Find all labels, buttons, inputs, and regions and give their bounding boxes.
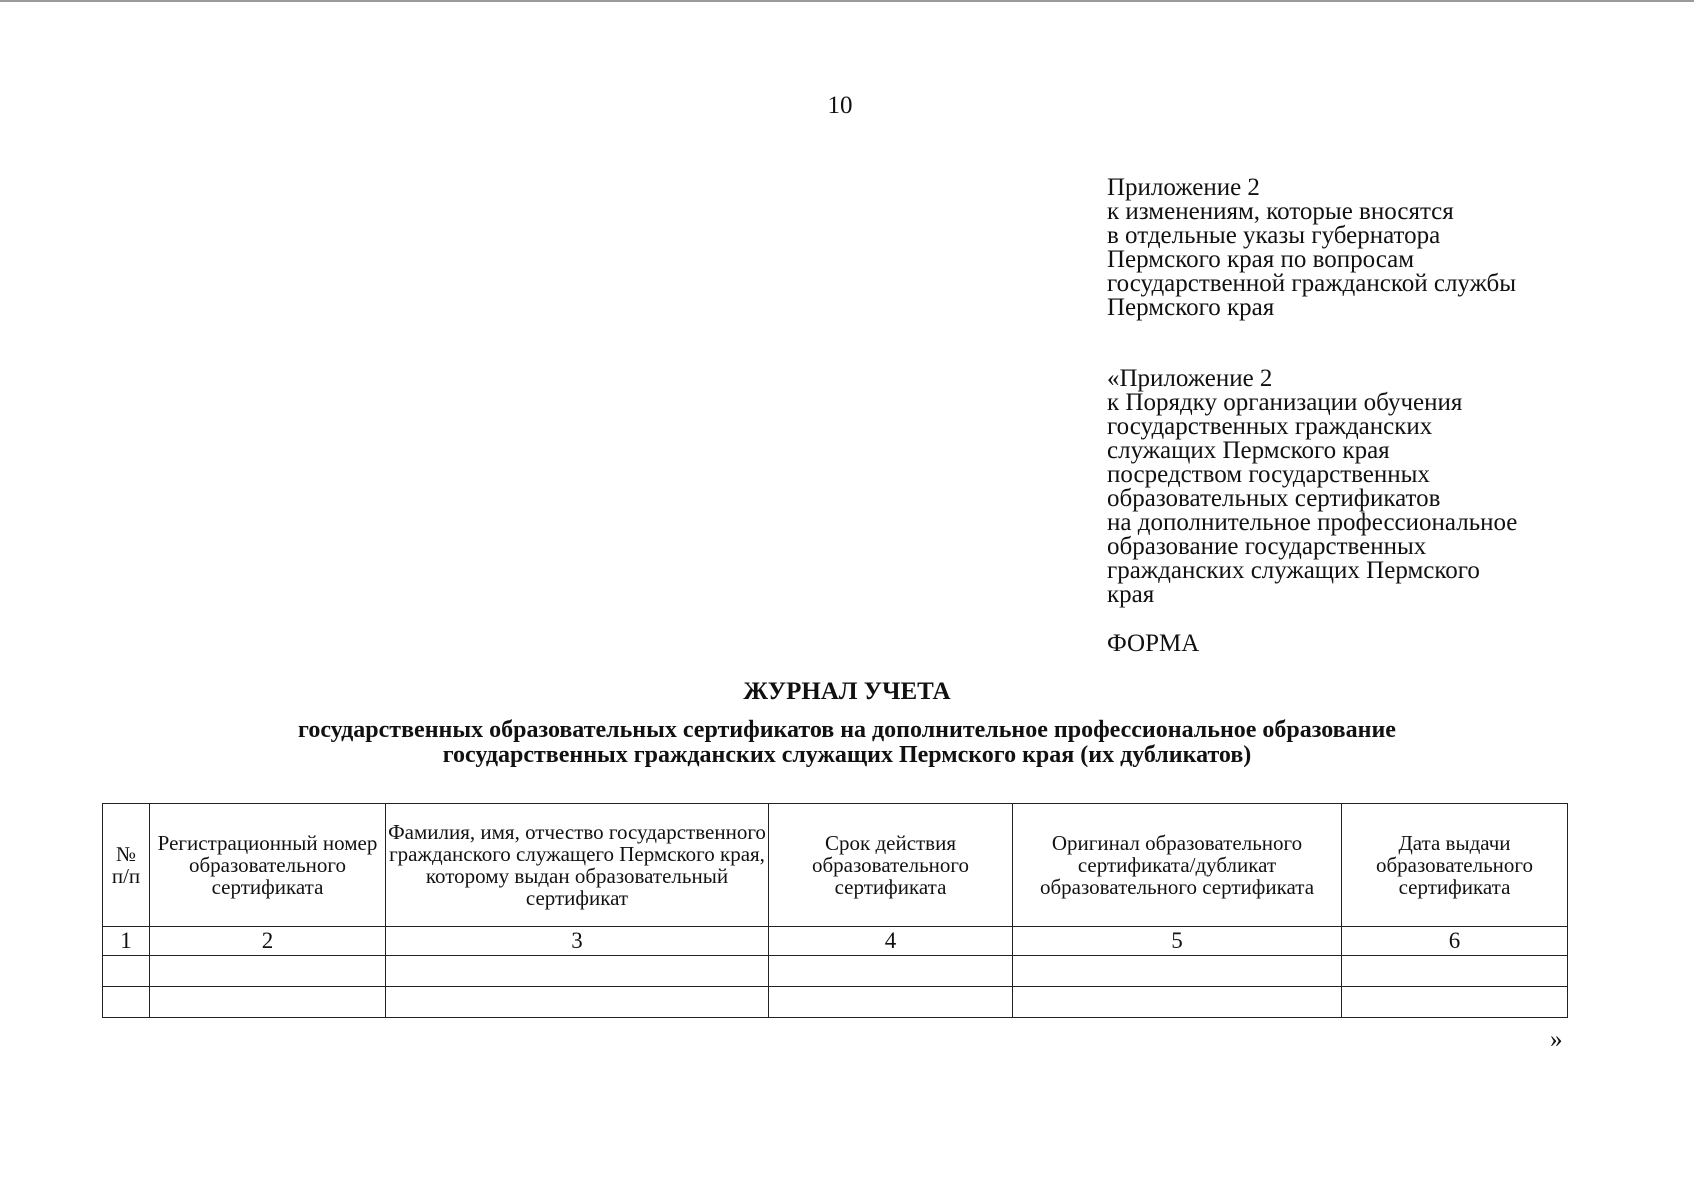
- appendix-inner-line: края: [1107, 581, 1155, 608]
- table-cell: [1013, 987, 1342, 1018]
- table-header-row: [103, 804, 1568, 927]
- table-row: [103, 987, 1568, 1018]
- table-cell: [150, 987, 386, 1018]
- appendix-inner-line: посредством государственных: [1107, 461, 1430, 488]
- column-number: 4: [769, 927, 1013, 956]
- appendix-inner-line: на дополнительное профессиональное: [1107, 509, 1518, 536]
- table-row: [103, 956, 1568, 987]
- appendix-inner-line: государственных гражданских: [1107, 413, 1433, 440]
- table-cell: [769, 956, 1013, 987]
- appendix-header: [1107, 176, 1667, 320]
- appendix-inner-line: гражданских служащих Пермского: [1107, 557, 1480, 584]
- column-header-registration-number: Регистрационный номер образовательного сертификата: [150, 804, 386, 927]
- table-cell: [386, 987, 769, 1018]
- page-number: 10: [827, 92, 853, 119]
- column-header-issue-date: Дата выдачи образовательного сертификата: [1342, 804, 1568, 927]
- page-top-edge: [0, 0, 1694, 2]
- journal-title: ЖУРНАЛ УЧЕТА: [743, 678, 951, 705]
- table-cell: [150, 956, 386, 987]
- appendix-line: государственной гражданской службы: [1107, 270, 1517, 297]
- appendix-line: Приложение 2: [1107, 174, 1260, 201]
- appendix-inner-line: образование государственных: [1107, 533, 1427, 560]
- journal-subtitle-line: государственных гражданских служащих Пермского края (их дубликатов): [442, 742, 1252, 768]
- appendix-line: к изменениям, которые вносятся: [1107, 198, 1454, 225]
- table-cell: [769, 987, 1013, 1018]
- column-number: 2: [150, 927, 386, 956]
- table-cell: [1342, 956, 1568, 987]
- appendix-line: Пермского края: [1107, 294, 1275, 321]
- appendix-inner-line: «Приложение 2: [1107, 365, 1273, 392]
- column-header-validity-period: Срок действия образовательного сертификата: [769, 804, 1013, 927]
- journal-table: [102, 803, 1568, 1018]
- journal-subtitle: [0, 718, 1694, 768]
- appendix-line: Пермского края по вопросам: [1107, 246, 1415, 273]
- appendix-inner-line: образовательных сертификатов: [1107, 485, 1441, 512]
- form-label: ФОРМА: [1107, 630, 1200, 657]
- column-header-original-duplicate: Оригинал образовательного сертификата/дубликат образовательного сертификата: [1013, 804, 1342, 927]
- table-cell: [103, 987, 150, 1018]
- column-number: 6: [1342, 927, 1568, 956]
- table-cell: [386, 956, 769, 987]
- table-cell: [1013, 956, 1342, 987]
- column-number: 5: [1013, 927, 1342, 956]
- column-header-number: № п/п: [103, 804, 150, 927]
- column-header-full-name: Фамилия, имя, отчество государственного гражданского служащего Пермского края, которому выдан образовательный сертификат: [386, 804, 769, 927]
- journal-subtitle-line: государственных образовательных сертификатов на дополнительное профессиональное образование: [298, 717, 1396, 743]
- table-cell: [1342, 987, 1568, 1018]
- closing-quote: »: [1550, 1026, 1563, 1053]
- appendix-inner-line: к Порядку организации обучения: [1107, 389, 1463, 416]
- appendix-line: в отдельные указы губернатора: [1107, 222, 1441, 249]
- column-number-row: [103, 927, 1568, 956]
- column-number: 3: [386, 927, 769, 956]
- appendix-inner-line: служащих Пермского края: [1107, 437, 1390, 464]
- table-cell: [103, 956, 150, 987]
- appendix-inner-header: [1107, 367, 1667, 607]
- column-number: 1: [103, 927, 150, 956]
